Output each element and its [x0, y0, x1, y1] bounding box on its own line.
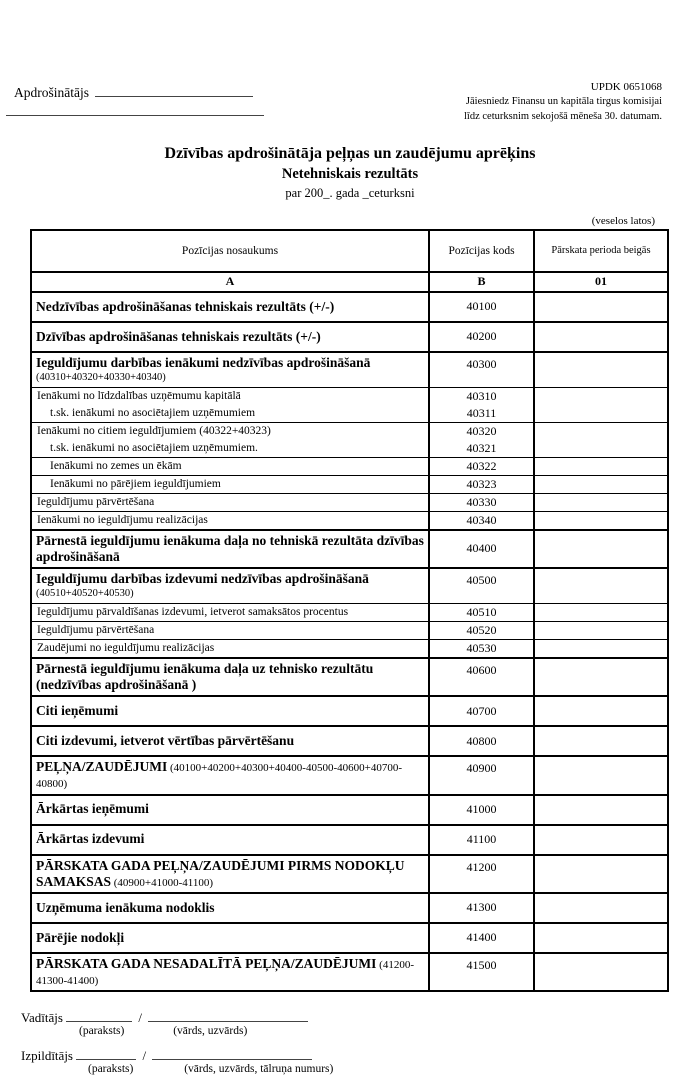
insurer-block	[14, 84, 264, 125]
table-row	[31, 953, 668, 991]
table-row	[31, 292, 668, 322]
period-value-cell	[534, 352, 668, 387]
executor-signature-caption: (paraksts)	[88, 1063, 134, 1076]
submit-note-line-2: līdz ceturksnim sekojošā mēneša 30. datumam.	[464, 111, 662, 123]
position-name: PEĻŅA/ZAUDĒJUMI	[36, 759, 168, 775]
position-name: Ieguldījumu pārvaldīšanas izdevumi, ietverot samaksātos procentus	[37, 606, 349, 619]
table-row	[31, 696, 668, 726]
table-row	[31, 923, 668, 953]
table-row	[31, 511, 668, 530]
position-formula: (41200-41300-41400)	[36, 958, 414, 988]
position-code-cell: 41500	[429, 953, 534, 991]
form-subtitle: Netehniskais rezultāts	[281, 165, 419, 182]
position-code-cell: 41100	[429, 825, 534, 855]
position-formula: (40900+41000-41100)	[111, 876, 214, 889]
signature-footer	[21, 1009, 700, 1081]
table-row	[31, 893, 668, 923]
period-line: par 200_. gada _ceturksni	[285, 185, 415, 200]
position-name: Pārējie nodokļi	[36, 929, 125, 945]
period-value-cell	[534, 893, 668, 923]
position-code-cell: 40500	[429, 568, 534, 603]
table-row	[31, 322, 668, 352]
table-header-row	[31, 230, 668, 272]
period-value-cell	[534, 756, 668, 794]
table-row	[31, 475, 668, 493]
period-value-cell	[534, 639, 668, 658]
position-code-cell: 40321	[429, 440, 534, 458]
period-value-cell	[534, 795, 668, 825]
period-value-cell	[534, 440, 668, 458]
table-row	[31, 726, 668, 756]
position-name-cell	[31, 530, 429, 568]
position-name-cell	[31, 322, 429, 352]
position-name: t.sk. ienākumi no asociētajiem uzņēmumiem.	[50, 441, 258, 454]
period-value-cell	[534, 422, 668, 440]
separator-slash: /	[138, 1010, 143, 1026]
form-title: Dzīvības apdrošinātāja peļņas un zaudējumu aprēķins	[164, 144, 536, 162]
position-name: t.sk. ienākumi no asociētajiem uzņēmumiem	[50, 406, 256, 419]
separator-slash: /	[142, 1048, 147, 1064]
period-value-cell	[534, 855, 668, 893]
position-name-cell	[31, 953, 429, 991]
position-code-cell: 40200	[429, 322, 534, 352]
position-code-cell: 40340	[429, 511, 534, 530]
table-row	[31, 603, 668, 621]
position-name-cell	[31, 658, 429, 696]
pl-table-body	[31, 292, 668, 992]
position-name: Ienākumi no zemes un ēkām	[50, 459, 182, 472]
table-row	[31, 795, 668, 825]
position-name: Ārkārtas izdevumi	[36, 831, 145, 847]
position-name-cell	[31, 511, 429, 530]
position-name: Ienākumi no ieguldījumu realizācijas	[37, 513, 208, 526]
period-value-cell	[534, 658, 668, 696]
position-formula: (40100+40200+40300+40400-40500-40600+40700-40800)	[36, 762, 402, 791]
position-name: Citi ieņēmumi	[36, 703, 119, 719]
col-subheader-b: B	[429, 272, 534, 292]
position-code-cell: 40520	[429, 621, 534, 639]
period-value-cell	[534, 292, 668, 322]
position-code-cell: 40100	[429, 292, 534, 322]
position-name-cell	[31, 855, 429, 893]
manager-signature-caption: (paraksts)	[79, 1025, 125, 1038]
table-row	[31, 639, 668, 658]
period-value-cell	[534, 953, 668, 991]
period-value-cell	[534, 530, 668, 568]
col-header-period-value: Pārskata perioda beigās	[534, 230, 668, 272]
insurer-label: Apdrošinātājs	[14, 85, 89, 100]
position-name-cell	[31, 923, 429, 953]
pl-table	[30, 229, 669, 993]
position-name-cell	[31, 292, 429, 322]
position-name: Ienākumi no līdzdalības uzņēmumu kapitālā	[37, 389, 241, 402]
period-value-cell	[534, 475, 668, 493]
position-name: Ieguldījumu pārvērtēšana	[37, 495, 155, 508]
executor-signature-line	[76, 1047, 136, 1060]
executor-name-caption: (vārds, uzvārds, tālruņa numurs)	[184, 1063, 334, 1076]
col-header-position-code: Pozīcijas kods	[429, 230, 534, 272]
submit-note-line-1: Jāiesniedz Finansu un kapitāla tirgus komisijai	[465, 96, 662, 108]
position-code-cell: 40700	[429, 696, 534, 726]
position-code-cell: 40311	[429, 405, 534, 423]
period-value-cell	[534, 511, 668, 530]
table-row	[31, 855, 668, 893]
position-code-cell: 40800	[429, 726, 534, 756]
period-value-cell	[534, 923, 668, 953]
table-row	[31, 440, 668, 458]
table-row	[31, 493, 668, 511]
period-value-cell	[534, 726, 668, 756]
position-name: Pārnestā ieguldījumu ienākuma daļa no tehniskā rezultāta dzīvības apdrošināšanā	[36, 532, 424, 564]
position-name-cell	[31, 603, 429, 621]
position-name-cell	[31, 893, 429, 923]
period-value-cell	[534, 621, 668, 639]
position-name-cell	[31, 795, 429, 825]
position-code-cell: 41200	[429, 855, 534, 893]
col-subheader-a: A	[31, 272, 429, 292]
position-name: Ienākumi no citiem ieguldījumiem (40322+40323)	[37, 424, 271, 437]
position-name: Ieguldījumu darbības ienākumi nedzīvības apdrošināšanā	[36, 354, 371, 370]
position-code-cell: 40320	[429, 422, 534, 440]
position-name-cell	[31, 726, 429, 756]
position-name: Ieguldījumu darbības izdevumi nedzīvības apdrošināšanā	[36, 570, 369, 586]
position-code-cell: 41000	[429, 795, 534, 825]
executor-caption-row	[21, 1063, 700, 1081]
period-value-cell	[534, 405, 668, 423]
table-subheader-row	[31, 272, 668, 292]
position-code-cell: 40322	[429, 457, 534, 475]
position-name: PĀRSKATA GADA NESADALĪTĀ PEĻŅA/ZAUDĒJUMI	[36, 955, 377, 971]
table-row	[31, 621, 668, 639]
col-subheader-01: 01	[534, 272, 668, 292]
position-code-cell: 40300	[429, 352, 534, 387]
position-name: Ārkārtas ieņēmumi	[36, 801, 149, 817]
position-code-cell: 40510	[429, 603, 534, 621]
position-name-cell	[31, 756, 429, 794]
table-row	[31, 825, 668, 855]
position-formula: (40310+40320+40330+40340)	[36, 371, 166, 383]
form-header	[0, 0, 700, 125]
insurer-fill-line-2	[6, 115, 264, 116]
position-name: Nedzīvības apdrošināšanas tehniskais rezultāts (+/-)	[36, 298, 335, 314]
table-row	[31, 658, 668, 696]
period-value-cell	[534, 457, 668, 475]
period-value-cell	[534, 825, 668, 855]
position-name-cell	[31, 405, 429, 423]
table-row	[31, 568, 668, 603]
manager-name-caption: (vārds, uzvārds)	[173, 1025, 248, 1038]
updk-code: UPDK 0651068	[590, 81, 662, 93]
position-name: Ieguldījumu pārvērtēšana	[37, 624, 155, 637]
position-code-cell: 41300	[429, 893, 534, 923]
position-code-cell: 40900	[429, 756, 534, 794]
table-row	[31, 756, 668, 794]
position-name-cell	[31, 493, 429, 511]
position-code-cell: 40530	[429, 639, 534, 658]
position-code-cell: 40310	[429, 387, 534, 405]
position-code-cell: 40600	[429, 658, 534, 696]
position-name-cell	[31, 639, 429, 658]
position-name-cell	[31, 352, 429, 387]
position-name-cell	[31, 422, 429, 440]
position-name: Ienākumi no pārējiem ieguldījumiem	[50, 477, 221, 490]
manager-signature-line	[66, 1009, 132, 1022]
position-name-cell	[31, 696, 429, 726]
table-row	[31, 457, 668, 475]
period-value-cell	[534, 493, 668, 511]
position-name-cell	[31, 440, 429, 458]
manager-name-line	[148, 1009, 308, 1022]
position-code-cell: 41400	[429, 923, 534, 953]
executor-name-line	[152, 1047, 312, 1060]
manager-signature-row	[21, 1009, 700, 1025]
units-note: (veselos latos)	[591, 214, 655, 227]
position-name-cell	[31, 568, 429, 603]
col-header-position-name: Pozīcijas nosaukums	[31, 230, 429, 272]
manager-label: Vadītājs	[21, 1010, 63, 1026]
position-name: Uzņēmuma ienākuma nodoklis	[36, 899, 215, 915]
position-name: Citi izdevumi, ietverot vērtības pārvērtēšanu	[36, 733, 295, 749]
position-formula: (40510+40520+40530)	[36, 588, 134, 600]
position-name: PĀRSKATA GADA PEĻŅA/ZAUDĒJUMI PIRMS NODOKĻU SAMAKSAS	[36, 857, 405, 889]
insurer-fill-line-1	[95, 84, 253, 97]
position-name-cell	[31, 387, 429, 405]
position-name-cell	[31, 825, 429, 855]
period-value-cell	[534, 696, 668, 726]
position-name-cell	[31, 475, 429, 493]
position-name-cell	[31, 457, 429, 475]
table-row	[31, 387, 668, 405]
table-row	[31, 422, 668, 440]
executor-label: Izpildītājs	[21, 1048, 73, 1064]
period-value-cell	[534, 603, 668, 621]
position-name: Dzīvības apdrošināšanas tehniskais rezultāts (+/-)	[36, 328, 321, 344]
position-code-cell: 40323	[429, 475, 534, 493]
position-name-cell	[31, 621, 429, 639]
position-name: Pārnestā ieguldījumu ienākuma daļa uz tehnisko rezultātu (nedzīvības apdrošināšanā )	[36, 660, 374, 692]
table-row	[31, 352, 668, 387]
period-value-cell	[534, 387, 668, 405]
manager-caption-row	[21, 1025, 700, 1043]
period-value-cell	[534, 322, 668, 352]
table-row	[31, 405, 668, 423]
position-code-cell: 40330	[429, 493, 534, 511]
period-value-cell	[534, 568, 668, 603]
position-code-cell: 40400	[429, 530, 534, 568]
executor-signature-row	[21, 1047, 700, 1063]
table-row	[31, 530, 668, 568]
position-name: Zaudējumi no ieguldījumu realizācijas	[37, 642, 215, 655]
regulator-note-block	[464, 80, 662, 125]
